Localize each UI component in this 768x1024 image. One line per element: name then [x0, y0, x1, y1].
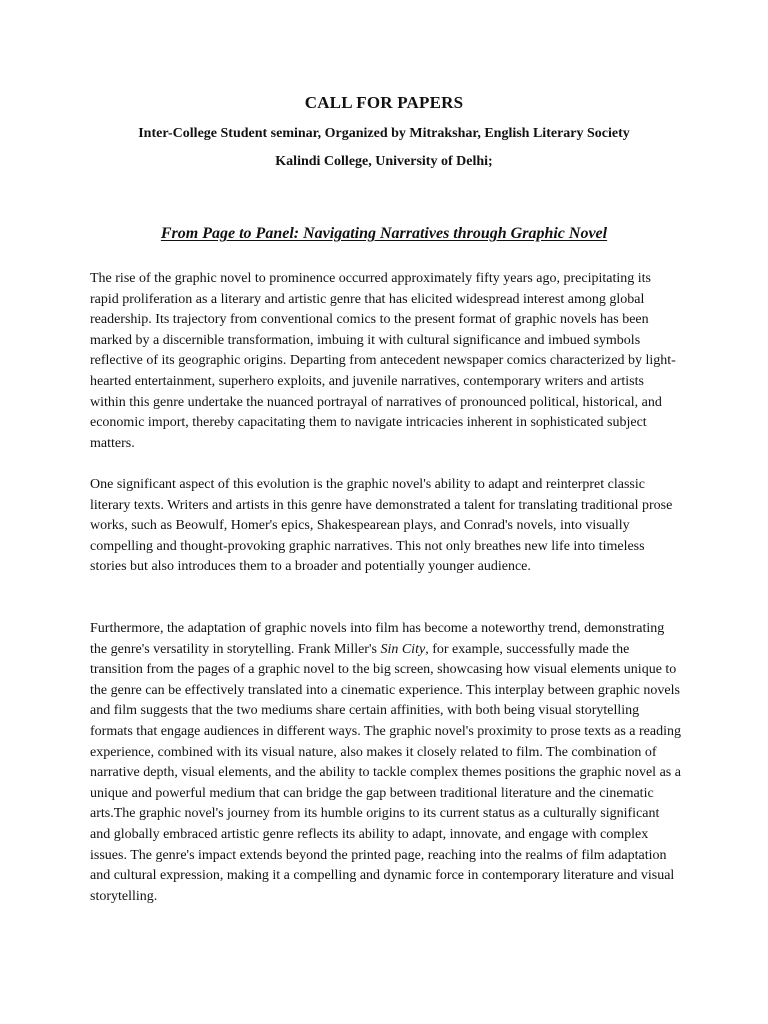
- seminar-theme-heading: From Page to Panel: Navigating Narratives through Graphic Novel: [160, 225, 608, 242]
- paragraph-3-text-start: Furthermore, the adaptation of graphic novels into film has become a noteworthy trend, demonstrating the genre's versatility in storytelling. Frank Miller's: [90, 621, 665, 657]
- page-title: CALL FOR PAPERS: [304, 93, 464, 112]
- seminar-organizer-line: Inter-College Student seminar, Organized by Mitrakshar, English Literary Society: [138, 126, 630, 141]
- paragraph-1: The rise of the graphic novel to prominence occurred approximately fifty years ago, precipitating its rapid proliferation as a literary and artistic genre that has elicited widespread interest among global readership. Its trajectory from conventional comics to the present format of graphic novels has been marked by a discernible transformation, imbuing it with cultural significance and imbued symbols reflective of its geographic origins. Departing from antecedent newspaper comics characterized by light-hearted entertainment, superhero exploits, and juvenile narratives, contemporary writers and artists within this genre undertake the nuanced portrayal of narratives of pronounced political, historical, and economic import, thereby capacitating them to navigate intricacies inherent in sophisticated subject matters.: [90, 271, 676, 451]
- institution-line: Kalindi College, University of Delhi;: [275, 154, 493, 169]
- film-title-italic: Sin City: [380, 641, 426, 657]
- paragraph-3: [90, 619, 682, 907]
- paragraph-2: One significant aspect of this evolution is the graphic novel's ability to adapt and reinterpret classic literary texts. Writers and artists in this genre have demonstrated a talent for translating traditional prose works, such as Beowulf, Homer's epics, Shakespearean plays, and Conrad's novels, into visually compelling and thought-provoking graphic narratives. This not only breathes new life into timeless stories but also introduces them to a broader and potentially younger audience.: [90, 477, 673, 575]
- paragraph-3-text-end: , for example, successfully made the transition from the pages of a graphic novel to the big screen, showcasing how visual elements unique to the genre can be effectively translated into a cinematic experience. This interplay between graphic novels and film suggests that the two mediums share certain affinities, with both being visual storytelling formats that engage audiences in different ways. The graphic novel's proximity to prose texts as a reading experience, combined with its visual nature, also makes it closely related to film. The combination of narrative depth, visual elements, and the ability to tackle complex themes positions the graphic novel as a unique and powerful medium that can bridge the gap between traditional literature and the cinematic arts.The graphic novel's journey from its humble origins to its current status as a culturally significant and globally embraced artistic genre reflects its ability to adapt, innovate, and engage with complex issues. The genre's impact extends beyond the printed page, reaching into the realms of film adaptation and cultural expression, making it a compelling and dynamic force in contemporary literature and visual storytelling.: [90, 641, 681, 904]
